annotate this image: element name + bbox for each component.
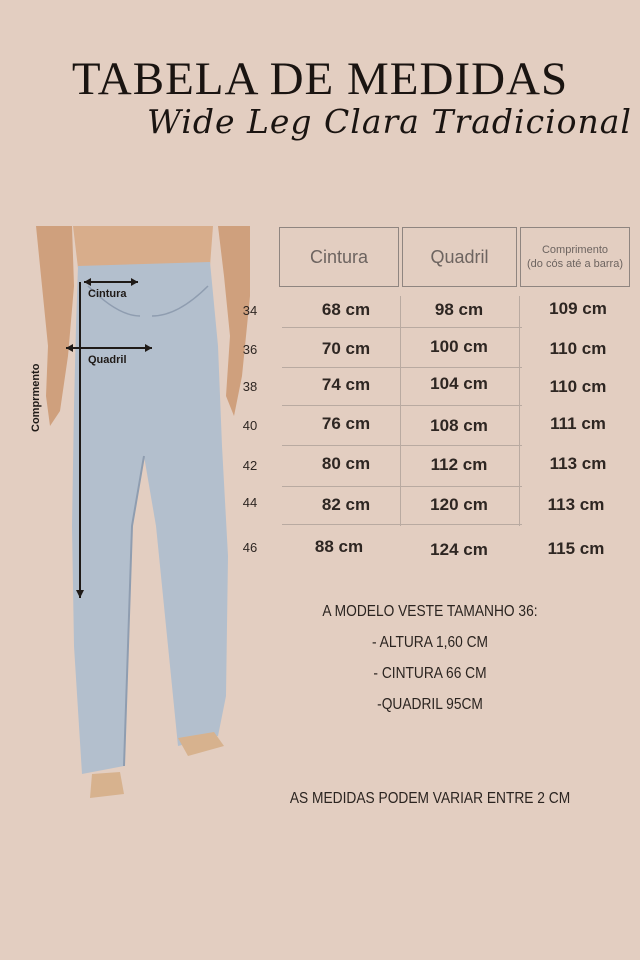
size-label: 42 — [242, 458, 258, 473]
table-divider — [282, 327, 522, 328]
page-title: TABELA DE MEDIDAS — [71, 53, 569, 105]
figure-label-length: Comprmento — [30, 363, 42, 432]
length-cell: 109 cm — [549, 299, 607, 318]
size-label: 36 — [242, 342, 258, 357]
size-label: 44 — [242, 495, 258, 510]
model-info-hip: -QUADRIL 95CM — [377, 696, 483, 713]
waist-cell: 82 cm — [321, 495, 371, 514]
hip-cell: 112 cm — [430, 455, 488, 474]
figure-label-hip: Quadril — [88, 354, 127, 366]
table-divider — [400, 296, 401, 526]
header-waist: Cintura — [279, 227, 399, 287]
table-divider — [519, 296, 520, 526]
table-divider — [282, 367, 522, 368]
hip-cell: 120 cm — [430, 495, 488, 514]
model-info-heading: A MODELO VESTE TAMANHO 36: — [322, 603, 538, 620]
length-cell: 110 cm — [549, 377, 607, 396]
table-divider — [282, 486, 522, 487]
waist-cell: 80 cm — [321, 454, 371, 473]
size-label: 46 — [242, 540, 258, 555]
waist-cell: 68 cm — [321, 300, 371, 319]
length-cell: 115 cm — [547, 539, 605, 558]
model-info-height: - ALTURA 1,60 CM — [372, 634, 488, 651]
size-label: 34 — [242, 303, 258, 318]
hip-cell: 108 cm — [430, 416, 488, 435]
table-divider — [282, 524, 522, 525]
table-divider — [282, 445, 522, 446]
length-cell: 111 cm — [550, 414, 606, 433]
size-label: 38 — [242, 379, 258, 394]
header-hip: Quadril — [402, 227, 517, 287]
header-length — [520, 227, 630, 287]
size-label: 40 — [242, 418, 258, 433]
waist-cell: 74 cm — [321, 375, 371, 394]
header-length-subtitle: (do cós até a barra) — [527, 258, 623, 270]
waist-cell: 70 cm — [321, 339, 371, 358]
length-cell: 113 cm — [547, 495, 605, 514]
page-subtitle: Wide Leg Clara Tradicional — [146, 102, 632, 141]
length-cell: 113 cm — [549, 454, 607, 473]
table-divider — [282, 405, 522, 406]
waist-cell: 76 cm — [321, 414, 371, 433]
model-illustration — [28, 226, 258, 802]
hip-cell: 124 cm — [430, 540, 488, 559]
waist-cell: 88 cm — [314, 537, 364, 556]
header-length-title: Comprimento — [541, 244, 609, 256]
hip-cell: 100 cm — [430, 337, 488, 356]
hip-cell: 104 cm — [430, 374, 488, 393]
hip-cell: 98 cm — [434, 300, 484, 319]
variation-note: AS MEDIDAS PODEM VARIAR ENTRE 2 CM — [289, 790, 571, 807]
length-cell: 110 cm — [549, 339, 607, 358]
model-info-waist: - CINTURA 66 CM — [373, 665, 487, 682]
figure-label-waist: Cintura — [88, 288, 127, 300]
